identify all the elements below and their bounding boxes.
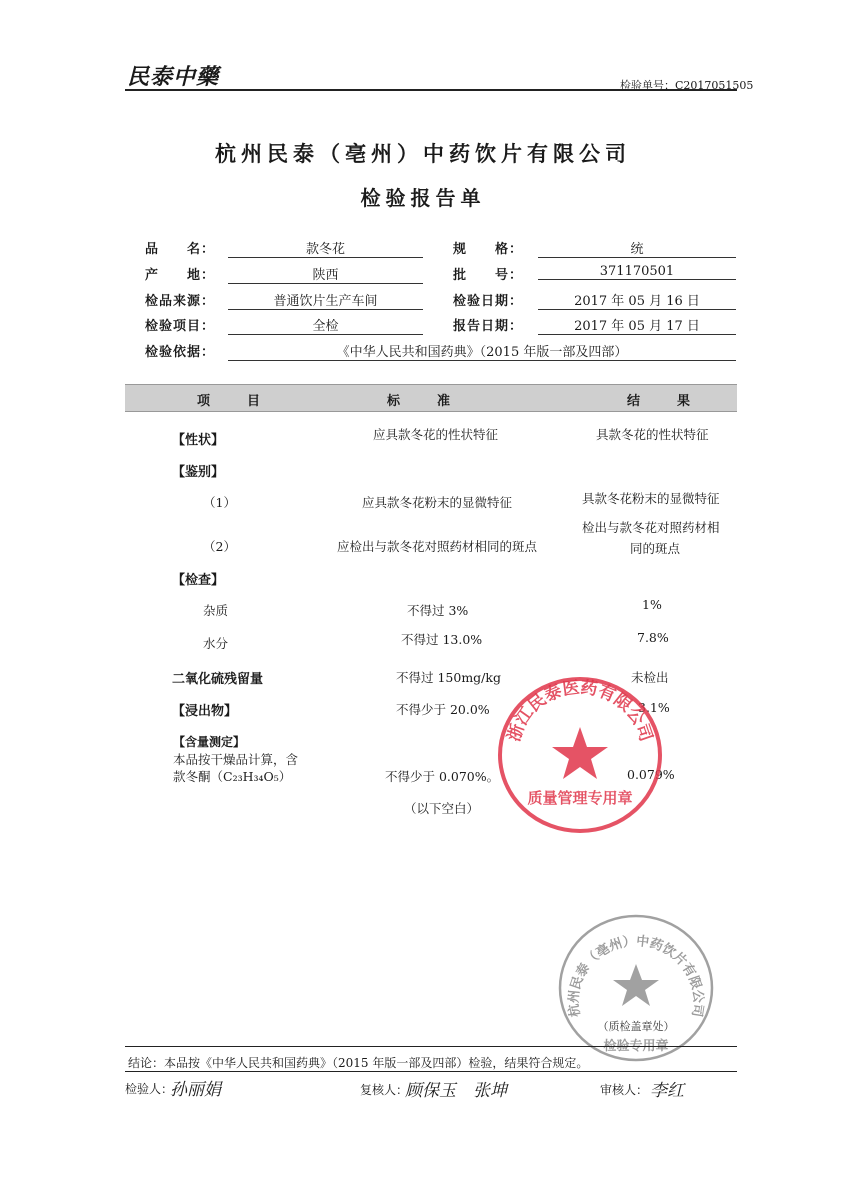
row-so2-result: 未检出 <box>631 670 669 685</box>
row-so2-item: 二氧化硫残留量 <box>172 672 264 687</box>
item-value: 全检 <box>228 315 423 335</box>
row-assay-desc-line2: 款冬酮（C₂₃H₃₄O₅） <box>173 769 292 784</box>
approver-signature: 李红 <box>650 1081 684 1101</box>
company-logo: 民泰中藥 <box>127 64 220 90</box>
stamp-red-company-text: 浙江民泰医药有限公司 <box>504 677 656 745</box>
spec-value: 统 <box>538 238 736 258</box>
stamp-red-star-icon <box>552 727 608 779</box>
row-so2-standard: 不得过 150mg/kg <box>396 670 501 685</box>
stamp-gray-bottom-text: 检验专用章 <box>603 1039 669 1054</box>
reviewer-signature: 顾保玉 张坤 <box>405 1081 507 1101</box>
row-id2-item: （2） <box>203 539 236 554</box>
row-assay-standard: 不得少于 0.070%。 <box>385 769 500 784</box>
row-appearance-standard: 应具款冬花的性状特征 <box>373 427 499 442</box>
origin-label: 产 地： <box>145 268 216 283</box>
header-result: 结 果 <box>627 394 703 409</box>
inspector-label: 检验人： <box>125 1082 174 1096</box>
quality-stamp-red <box>496 675 664 835</box>
table-header <box>125 384 737 412</box>
row-appearance-item: 【性状】 <box>172 433 225 448</box>
header-rule <box>125 89 737 91</box>
document-title: 检验报告单 <box>360 186 486 210</box>
row-impurity-result: 1% <box>642 597 662 612</box>
inspector-signature: 孙丽娟 <box>170 1080 221 1100</box>
stamp-gray-note: （质检盖章处） <box>597 1020 675 1033</box>
product-value: 款冬花 <box>228 238 423 258</box>
row-appearance-result: 具款冬花的性状特征 <box>596 427 709 442</box>
report-number-value: C2017051505 <box>675 79 754 92</box>
report-date-value: 2017 年 05 月 17 日 <box>538 315 736 335</box>
row-impurity-standard: 不得过 3% <box>407 603 469 618</box>
batch-value: 371170501 <box>538 264 736 280</box>
row-id2-result-line2: 同的斑点 <box>630 541 681 556</box>
row-impurity-item: 杂质 <box>203 603 229 618</box>
row-extract-result: 3.1% <box>638 700 670 715</box>
row-id2-standard: 应检出与款冬花对照药材相同的斑点 <box>337 539 538 554</box>
product-label: 品 名： <box>145 242 216 257</box>
report-number-label: 检验单号： <box>620 79 675 92</box>
row-id2-result-line1: 检出与款冬花对照药材相 <box>582 520 720 535</box>
conclusion-top-rule <box>125 1046 737 1047</box>
row-identification-item: 【鉴别】 <box>172 465 225 480</box>
row-inspection-item: 【检查】 <box>172 573 225 588</box>
approver-label: 审核人： <box>600 1083 649 1097</box>
row-id1-standard: 应具款冬花粉末的显微特征 <box>362 495 513 510</box>
batch-label: 批 号： <box>453 268 524 283</box>
source-label: 检品来源： <box>145 294 216 309</box>
row-extract-standard: 不得少于 20.0% <box>396 702 490 717</box>
stamp-red-bottom-text: 质量管理专用章 <box>527 789 633 807</box>
row-moisture-standard: 不得过 13.0% <box>401 632 483 647</box>
row-assay-item: 【含量测定】 <box>173 735 246 749</box>
row-moisture-item: 水分 <box>203 636 229 651</box>
row-id1-item: （1） <box>203 495 236 510</box>
source-value: 普通饮片生产车间 <box>228 290 423 310</box>
spec-label: 规 格： <box>453 242 524 257</box>
item-label: 检验项目： <box>145 319 216 334</box>
inspection-stamp-gray <box>556 912 716 1064</box>
row-moisture-result: 7.8% <box>637 630 669 645</box>
header-standard: 标 准 <box>387 394 463 409</box>
basis-label: 检验依据： <box>145 345 216 360</box>
basis-value: 《中华人民共和国药典》（2015 年版一部及四部） <box>228 341 736 361</box>
header-item: 项 目 <box>197 394 273 409</box>
test-date-label: 检验日期： <box>453 294 524 309</box>
stamp-gray-company-text: 杭州民泰（亳州）中药饮片有限公司 <box>566 934 706 1018</box>
origin-value: 陕西 <box>228 264 423 284</box>
reviewer-label: 复核人： <box>360 1083 409 1097</box>
stamp-gray-star-icon <box>613 964 659 1006</box>
row-assay-result: 0.079% <box>627 767 675 782</box>
report-date-label: 报告日期： <box>453 319 524 334</box>
conclusion-bottom-rule <box>125 1071 737 1072</box>
blank-note: （以下空白） <box>404 801 480 816</box>
row-id1-result: 具款冬花粉末的显微特征 <box>582 491 720 506</box>
conclusion-text: 结论：本品按《中华人民共和国药典》（2015 年版一部及四部）检验，结果符合规定。 <box>128 1056 589 1070</box>
test-date-value: 2017 年 05 月 16 日 <box>538 290 736 310</box>
row-extract-item: 【浸出物】 <box>172 704 238 719</box>
company-title: 杭州民泰（亳州）中药饮片有限公司 <box>215 141 631 166</box>
row-assay-desc-line1: 本品按干燥品计算，含 <box>173 752 299 767</box>
